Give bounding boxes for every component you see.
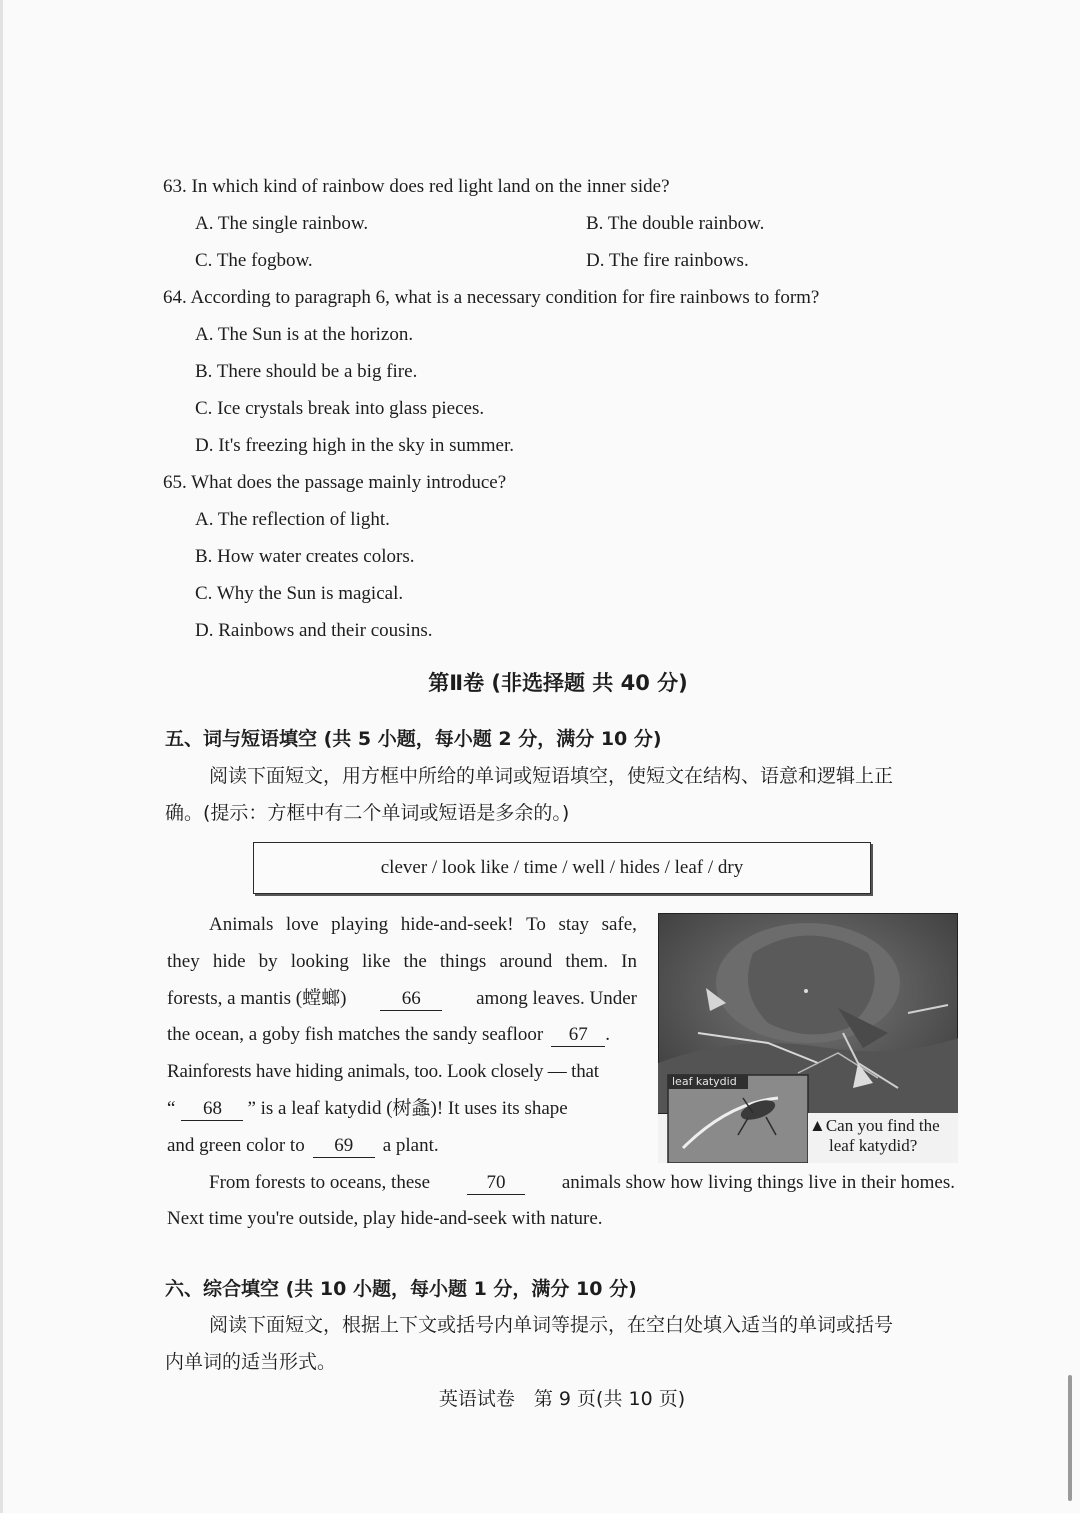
word: love	[285, 914, 319, 935]
passage-text: among leaves. Under	[476, 988, 637, 1009]
question-63-option-d: D. The fire rainbows.	[586, 250, 749, 271]
word: around	[499, 951, 553, 972]
word: looking	[290, 951, 349, 972]
word: they	[167, 951, 200, 972]
question-64-option-d: D. It's freezing high in the sky in summer.	[195, 435, 514, 456]
passage-text: animals show how living things live in their homes.	[561, 1172, 955, 1193]
passage-line-7	[167, 1133, 439, 1159]
section-6-heading: 六、综合填空 (共 10 小题，每小题 1 分，满分 10 分)	[165, 1278, 637, 1300]
question-65-option-d: D. Rainbows and their cousins.	[195, 620, 433, 641]
passage-text: From forests to oceans, these	[209, 1172, 431, 1193]
passage-text: .	[605, 1024, 610, 1045]
word: like	[361, 951, 391, 972]
blank-67[interactable]: 67	[551, 1024, 605, 1047]
word: things	[439, 951, 487, 972]
question-65-option-b: B. How water creates colors.	[195, 546, 415, 567]
section-6-instruction-line-2: 内单词的适当形式。	[165, 1351, 337, 1373]
photo-caption-line-2: leaf katydid?	[829, 1136, 918, 1155]
passage-line-4	[167, 1022, 637, 1048]
question-63-stem: 63. In which kind of rainbow does red light land on the inner side?	[163, 176, 670, 197]
photo-caption	[809, 1116, 940, 1156]
blank-66[interactable]: 66	[380, 988, 442, 1011]
section-5-instruction-line-2: 确。(提示：方框中有二个单词或短语是多余的。)	[165, 802, 570, 824]
question-63-option-b: B. The double rainbow.	[586, 213, 765, 234]
page-edge	[0, 0, 3, 1513]
question-64-option-b: B. There should be a big fire.	[195, 361, 418, 382]
word: stay	[558, 914, 590, 935]
question-63-option-a: A. The single rainbow.	[195, 213, 369, 234]
passage-text: ” is a leaf katydid (树螽)! It uses its shape	[247, 1098, 568, 1119]
word: them.	[565, 951, 609, 972]
word: safe,	[601, 914, 637, 935]
word-box-text: clever / look like / time / well / hides / leaf / dry	[380, 857, 744, 878]
word: hide	[212, 951, 246, 972]
word: by	[258, 951, 278, 972]
photo-inset-label: leaf katydid	[672, 1075, 737, 1088]
passage-text: forests, a mantis (螳螂)	[167, 988, 347, 1009]
blank-68[interactable]: 68	[181, 1098, 243, 1121]
word: Animals	[209, 914, 274, 935]
word: To	[526, 914, 546, 935]
passage-text: the ocean, a goby fish matches the sandy seafloor	[167, 1024, 544, 1045]
passage-line-9: Next time you're outside, play hide-and-seek with nature.	[167, 1208, 603, 1229]
passage-line-6	[167, 1096, 637, 1122]
blank-69[interactable]: 69	[313, 1135, 375, 1158]
page-footer: 英语试卷 第 9 页(共 10 页)	[438, 1388, 686, 1410]
passage-line-2	[167, 949, 637, 975]
quote-mark: “	[167, 1098, 176, 1119]
passage-line-1	[209, 912, 637, 938]
section-5-heading: 五、词与短语填空 (共 5 小题，每小题 2 分，满分 10 分)	[165, 728, 662, 750]
question-64-option-a: A. The Sun is at the horizon.	[195, 324, 414, 345]
blank-70[interactable]: 70	[467, 1172, 525, 1195]
passage-text: and green color to	[167, 1135, 305, 1156]
word: playing	[331, 914, 389, 935]
question-63-option-c: C. The fogbow.	[195, 250, 313, 271]
word: the	[403, 951, 427, 972]
passage-text: a plant.	[382, 1135, 439, 1156]
passage-line-5: Rainforests have hiding animals, too. Look closely — that	[167, 1061, 599, 1082]
word-box	[253, 842, 871, 894]
part-2-title: 第Ⅱ卷 (非选择题 共 40 分)	[428, 671, 688, 695]
section-6-instruction-line-1: 阅读下面短文，根据上下文或括号内单词等提示，在空白处填入适当的单词或括号	[209, 1314, 894, 1336]
question-65-option-a: A. The reflection of light.	[195, 509, 390, 530]
word: In	[621, 951, 637, 972]
scrollbar[interactable]	[1068, 1375, 1072, 1501]
passage-line-8	[209, 1170, 955, 1196]
question-64-stem: 64. According to paragraph 6, what is a necessary condition for fire rainbows to form?	[163, 287, 820, 308]
question-65-option-c: C. Why the Sun is magical.	[195, 583, 404, 604]
section-5-instruction-line-1: 阅读下面短文，用方框中所给的单词或短语填空，使短文在结构、语意和逻辑上正	[209, 765, 894, 787]
photo-caption-line-1: ▲Can you find the	[809, 1116, 940, 1135]
passage-line-3	[167, 986, 637, 1012]
question-64-option-c: C. Ice crystals break into glass pieces.	[195, 398, 485, 419]
question-65-stem: 65. What does the passage mainly introduce?	[163, 472, 507, 493]
word: hide-and-seek!	[400, 914, 514, 935]
